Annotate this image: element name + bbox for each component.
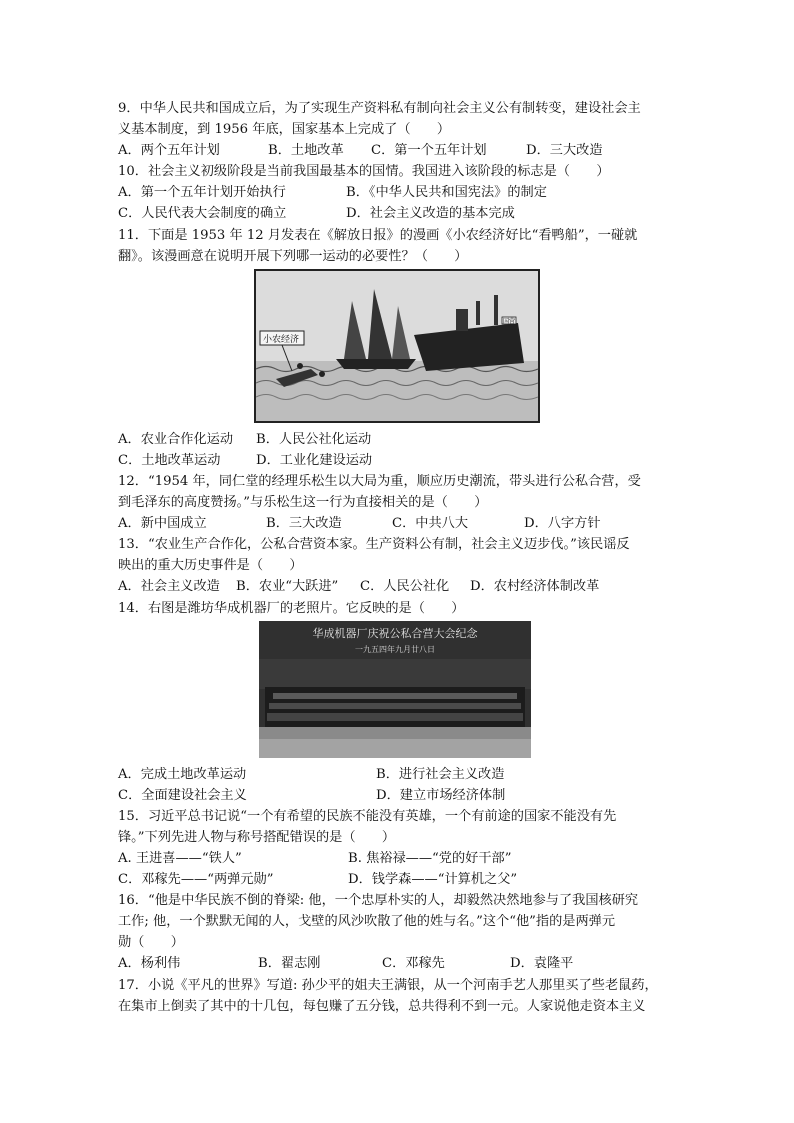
photo-date: 一九五四年九月廿八日 (355, 644, 435, 654)
q12-option-a[interactable]: A．新中国成立 (118, 516, 207, 532)
q12-option-d[interactable]: D．八字方针 (524, 516, 601, 532)
q12-options (118, 513, 678, 534)
q9-options (118, 140, 678, 161)
q14-options-row2 (118, 785, 678, 806)
q16-option-a[interactable]: A．杨利伟 (118, 956, 181, 972)
q10-option-d[interactable]: D．社会主义改造的基本完成 (346, 206, 515, 222)
ship-label: 国营 (503, 317, 516, 325)
q15-option-b[interactable]: B. 焦裕禄——“党的好干部” (348, 850, 512, 866)
q13-option-b[interactable]: B．农业“大跃进” (236, 579, 339, 595)
q13-option-c[interactable]: C．人民公社化 (360, 579, 450, 595)
q14-stem-line1: 14．右图是潍坊华成机器厂的老照片。它反映的是（ ） (118, 600, 465, 616)
q10-options-row2 (118, 203, 678, 224)
q17-stem-line1: 17．小说《平凡的世界》写道: 孙少平的姐夫王满银，从一个河南手艺人那里买了些老鼠药， (118, 977, 658, 993)
q15-stem-line1: 15．习近平总书记说“一个有希望的民族不能没有英雄，一个有前途的国家不能没有先 (118, 808, 617, 824)
q14-option-d[interactable]: D．建立市场经济体制 (376, 787, 506, 803)
q17-stem-line2: 在集市上倒卖了其中的十几包，每包赚了五分钱，总共得利不到一元。人家说他走资本主义 (118, 998, 646, 1014)
q14-options-row1 (118, 764, 678, 785)
q14-option-c[interactable]: C．全面建设社会主义 (118, 787, 247, 803)
q16-stem-line1: 16．“他是中华民族不倒的脊梁: 他，一个忠厚朴实的人，却毅然决然地参与了我国核研究 (118, 893, 639, 909)
q11-option-d[interactable]: D．工业化建设运动 (256, 452, 373, 468)
q11-stem-line1: 11．下面是 1953 年 12 月发表在《解放日报》的漫画《小农经济好比“看鸭船”，一碰就 (118, 227, 638, 243)
cartoon-drawing (256, 271, 538, 421)
q12-option-b[interactable]: B．三大改造 (266, 516, 342, 532)
q14-option-b[interactable]: B．进行社会主义改造 (376, 766, 505, 782)
q11-options-row2 (118, 450, 678, 471)
q11-options-row1 (118, 429, 678, 450)
cartoon-label: 小农经济 (263, 334, 300, 345)
old-photo-drawing (259, 621, 531, 758)
q13-option-a[interactable]: A．社会主义改造 (118, 579, 220, 595)
q15-options-row2 (118, 869, 678, 890)
q11-cartoon-figure (118, 269, 678, 423)
q14-option-a[interactable]: A．完成土地改革运动 (118, 766, 247, 782)
q9-stem-line1: 9．中华人民共和国成立后，为了实现生产资料私有制向社会主义公有制转变，建设社会主 (118, 101, 641, 116)
q16-option-b[interactable]: B．翟志刚 (258, 956, 321, 972)
q9-option-d[interactable]: D．三大改造 (526, 143, 603, 159)
q12-option-c[interactable]: C．中共八大 (392, 516, 469, 532)
q16-option-d[interactable]: D．袁隆平 (510, 956, 574, 972)
q15-option-c[interactable]: C．邓稼先——“两弹元勋” (118, 872, 274, 888)
q11-stem-line2: 翻》。该漫画意在说明开展下列哪一运动的必要性？（ ） (118, 248, 468, 264)
q10-options-row1 (118, 182, 678, 203)
q9-stem-line2: 义基本制度，到 1956 年底，国家基本上完成了（ ） (118, 122, 451, 138)
cartoon-image (254, 269, 540, 423)
q10-stem-line1: 10．社会主义初级阶段是当前我国最基本的国情。我国进入该阶段的标志是（ ） (118, 164, 610, 180)
q15-option-d[interactable]: D．钱学森——“计算机之父” (348, 872, 518, 888)
q10-option-b[interactable]: B．《中华人民共和国宪法》的制定 (346, 185, 547, 201)
q15-option-a[interactable]: A. 王进喜——“铁人” (118, 850, 242, 866)
q13-stem-line1: 13．“农业生产合作化，公私合营资本家。生产资料公有制，社会主义迈步伐。”该民谣反 (118, 537, 630, 553)
q9-option-a[interactable]: A．两个五年计划 (118, 143, 220, 159)
q16-options (118, 953, 678, 974)
q16-stem-line2: 工作; 他，一个默默无闻的人，戈壁的风沙吹散了他的姓与名。”这个“他”指的是两弹元 (118, 914, 616, 930)
q13-stem-line2: 映出的重大历史事件是（ ） (118, 558, 303, 574)
q9-option-c[interactable]: C．第一个五年计划 (371, 143, 487, 159)
old-photo (259, 621, 531, 758)
q14-photo-figure (118, 621, 678, 758)
q12-stem-line1: 12．“1954 年，同仁堂的经理乐松生以大局为重，顺应历史潮流，带头进行公私合营，受 (118, 473, 641, 489)
q13-option-d[interactable]: D．农村经济体制改革 (470, 579, 600, 595)
q11-option-c[interactable]: C．土地改革运动 (118, 452, 221, 468)
q11-option-a[interactable]: A．农业合作化运动 (118, 431, 234, 447)
q16-option-c[interactable]: C．邓稼先 (382, 956, 445, 972)
q16-stem-line3: 勋（ ） (118, 935, 184, 951)
q11-option-b[interactable]: B．人民公社化运动 (256, 431, 372, 447)
q15-stem-line2: 锋。”下列先进人物与称号搭配错误的是（ ） (118, 829, 396, 845)
q13-options (118, 576, 678, 597)
photo-title: 华成机器厂庆祝公私合营大会纪念 (312, 626, 478, 640)
q10-option-c[interactable]: C．人民代表大会制度的确立 (118, 206, 287, 222)
q12-stem-line2: 到毛泽东的高度赞扬。”与乐松生这一行为直接相关的是（ ） (118, 495, 488, 511)
exam-page (118, 98, 678, 1017)
q15-options-row1 (118, 848, 678, 869)
q9-option-b[interactable]: B．土地改革 (268, 143, 344, 159)
q10-option-a[interactable]: A．第一个五年计划开始执行 (118, 185, 286, 201)
